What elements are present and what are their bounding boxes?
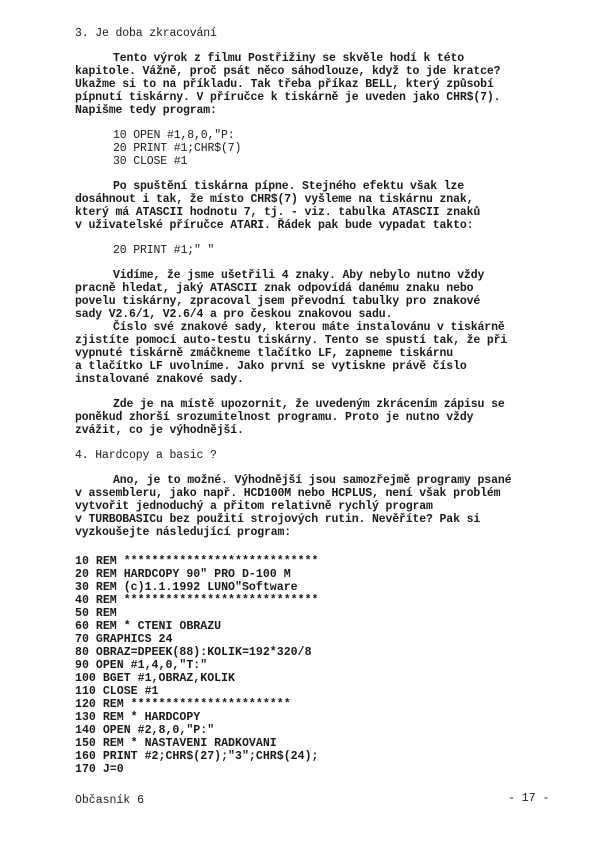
section-3-heading: 3. Je doba zkracování bbox=[75, 27, 217, 40]
section-4-heading: 4. Hardcopy a basic ? bbox=[75, 449, 217, 462]
code-line: 20 PRINT #1;CHR$(7) bbox=[113, 142, 242, 155]
code-line: 110 CLOSE #1 bbox=[75, 685, 159, 698]
text-line: kapitole. Vážně, proč psát něco sáhodlouze, když to jde kratce? bbox=[75, 65, 501, 78]
code-line: 70 GRAPHICS 24 bbox=[75, 633, 173, 646]
text-line: vypnuté tiskárně zmáčkneme tlačítko LF, zapneme tiskárnu bbox=[75, 347, 454, 360]
text-line: poněkud zhorší srozumitelnost programu. Proto je nutno vždy bbox=[75, 411, 474, 424]
code-line: 50 REM bbox=[75, 607, 117, 620]
text-line: Zde je na místě upozornit, že uvedeným zkrácením zápisu se bbox=[113, 398, 505, 411]
text-line: pípnutí tiskárny. V příručce k tiskárně je uveden jako CHR$(7). bbox=[75, 91, 501, 104]
code-line: 170 J=0 bbox=[75, 763, 124, 776]
code-line: 30 CLOSE #1 bbox=[113, 155, 188, 168]
text-line: Vidíme, že jsme ušetřili 4 znaky. Aby nebylo nutno vždy bbox=[113, 269, 485, 282]
text-line: Po spuštění tiskárna pípne. Stejného efektu však lze bbox=[113, 180, 465, 193]
text-line: Číslo své znakové sady, kterou máte instalovánu v tiskárně bbox=[113, 321, 505, 334]
text-line: vytvořit jednoduchý a přitom relativně rychlý program bbox=[75, 500, 433, 513]
text-line: dosáhnout i tak, že místo CHR$(7) vyšleme na tiskárnu znak, bbox=[75, 193, 474, 206]
code-line: 20 REM HARDCOPY 90" PRO D-100 M bbox=[75, 568, 291, 581]
code-line: 140 OPEN #2,8,0,"P:" bbox=[75, 724, 215, 737]
text-line: v TURBOBASICu bez použití strojových rutin. Nevěříte? Pak si bbox=[75, 513, 481, 526]
code-line: 10 REM **************************** bbox=[75, 555, 319, 568]
text-line: povelu tiskárny, zpracoval jsem převodní tabulky pro znakové bbox=[75, 295, 481, 308]
code-line-2: 20 PRINT #1;" " bbox=[113, 244, 215, 257]
code-line: 150 REM * NASTAVENI RADKOVANI bbox=[75, 737, 277, 750]
text-line: a tlačítko LF uvolníme. Jako první se vytiskne právě číslo bbox=[75, 360, 467, 373]
text-line: zvážit, co je výhodnější. bbox=[75, 424, 244, 437]
code-line: 100 BGET #1,OBRAZ,KOLIK bbox=[75, 672, 236, 685]
text-line: Ukažme si to na příkladu. Tak třeba příkaz BELL, který způsobí bbox=[75, 78, 494, 91]
text-line: Napišme tedy program: bbox=[75, 104, 217, 117]
code-line: 90 OPEN #1,4,0,"T:" bbox=[75, 659, 208, 672]
text-line: který má ATASCII hodnotu 7, tj. - viz. tabulka ATASCII znaků bbox=[75, 206, 481, 219]
text-line: Tento výrok z filmu Postřižiny se skvěle hodí k této bbox=[113, 52, 465, 65]
code-line: 120 REM *********************** bbox=[75, 698, 291, 711]
text-line: v assembleru, jako např. HCD100M nebo HCPLUS, není však problém bbox=[75, 487, 501, 500]
footer-page-number: - 17 - bbox=[508, 792, 550, 805]
code-line: 30 REM (c)1.1.1992 LUNO"Software bbox=[75, 581, 298, 594]
text-line: v uživatelské příručce ATARI. Řádek pak bude vypadat takto: bbox=[75, 219, 474, 232]
code-line: 60 REM * CTENI OBRAZU bbox=[75, 620, 222, 633]
code-line: 160 PRINT #2;CHR$(27);"3";CHR$(24); bbox=[75, 750, 319, 763]
text-line: pracně hledat, jaký ATASCII znak odpovídá danému znaku nebo bbox=[75, 282, 474, 295]
code-line: 10 OPEN #1,8,0,"P: bbox=[113, 129, 235, 142]
footer-publication: Občasník 6 bbox=[75, 794, 145, 807]
text-line: Ano, je to možné. Výhodnější jsou samozřejmě programy psané bbox=[113, 474, 512, 487]
text-line: instalované znakové sady. bbox=[75, 373, 244, 386]
code-line: 130 REM * HARDCOPY bbox=[75, 711, 201, 724]
code-line: 40 REM **************************** bbox=[75, 594, 319, 607]
text-line: zjistíte pomocí auto-testu tiskárny. Tento se spustí tak, že při bbox=[75, 334, 508, 347]
text-line: sady V2.6/1, V2.6/4 a pro českou znakovou sadu. bbox=[75, 308, 393, 321]
code-line: 80 OBRAZ=DPEEK(88):KOLIK=192*320/8 bbox=[75, 646, 312, 659]
text-line: vyzkoušejte následující program: bbox=[75, 526, 292, 539]
